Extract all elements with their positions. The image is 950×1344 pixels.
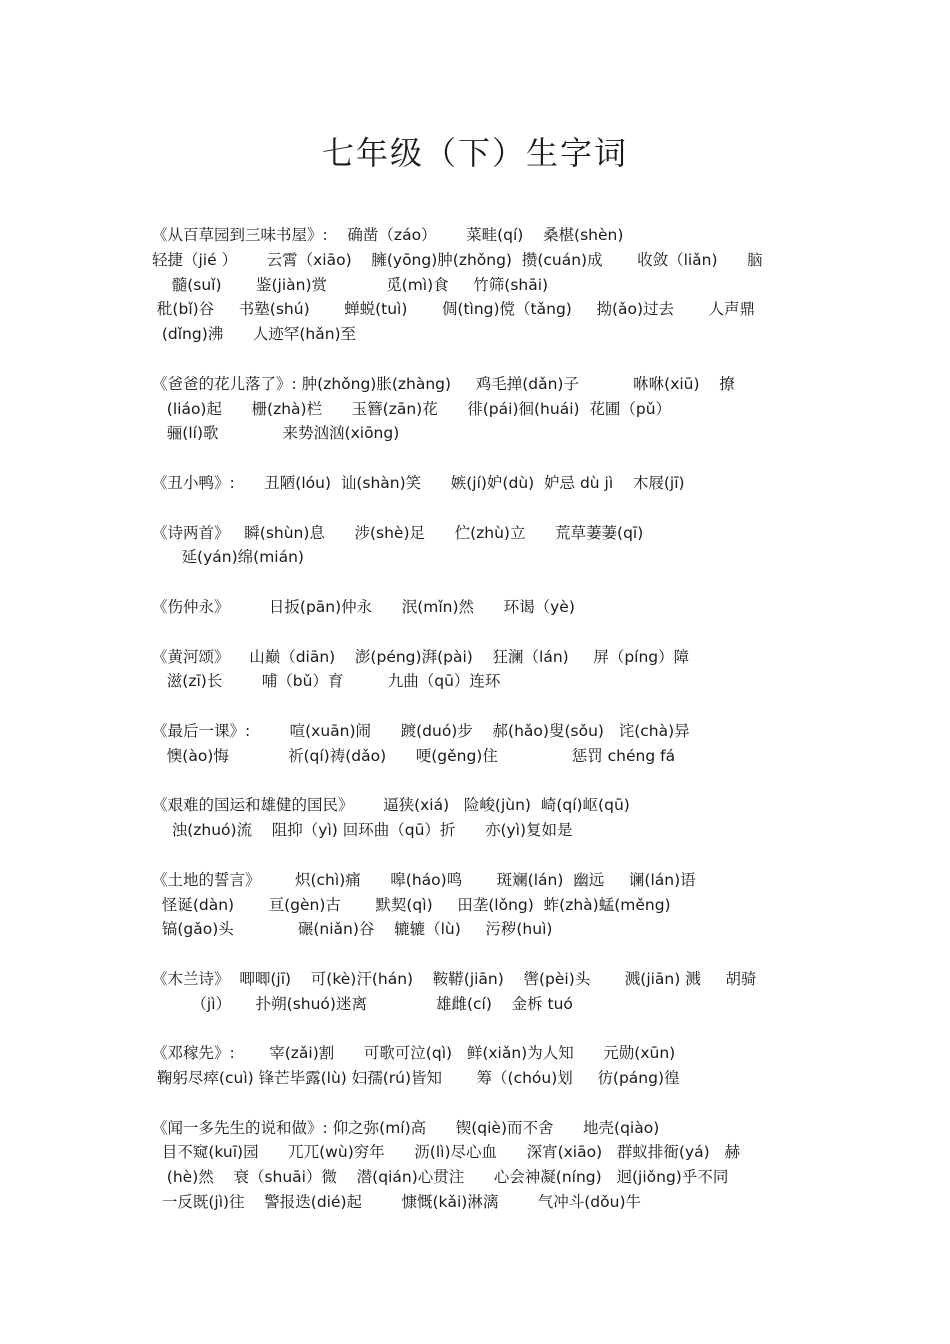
section-baba-huaer bbox=[152, 372, 812, 446]
vocab-line: 髓(suǐ) 鉴(jiàn)赏 觅(mì)食 竹筛(shāi) bbox=[152, 275, 549, 294]
vocabulary-list bbox=[152, 223, 812, 1240]
section-tudi-shiyan bbox=[152, 868, 812, 942]
section-huanghe-song bbox=[152, 645, 812, 695]
vocab-line: (hè)然 衰（shuāi）微 潜(qián)心贯注 心会神凝(níng) 迥(jiǒng)乎不同 bbox=[152, 1168, 729, 1187]
vocab-line: (liáo)起 栅(zhà)栏 玉簪(zān)花 徘(pái)徊(huái) 花圃（pǔ） bbox=[152, 399, 672, 418]
page-title: 七年级（下）生字词 bbox=[321, 134, 628, 172]
vocab-line: 《诗两首》 瞬(shùn)息 涉(shè)足 伫(zhù)立 荒草萋萋(qī) bbox=[152, 523, 644, 542]
vocab-line: 《从百草园到三味书屋》: 确凿（záo） 菜畦(qí) 桑椹(shèn) bbox=[152, 226, 624, 244]
vocab-line: 镐(gǎo)头 碾(niǎn)谷 辘辘（lù) 污秽(huì) bbox=[152, 920, 553, 939]
vocab-line: 秕(bǐ)谷 书塾(shú) 蝉蜕(tuì) 倜(tìng)傥（tǎng) 拗(ǎo)过去 人声鼎 bbox=[152, 300, 756, 319]
vocab-line: 怪诞(dàn) 亘(gèn)古 默契(qì) 田垄(lǒng) 蚱(zhà)蜢(měng) bbox=[152, 895, 671, 914]
vocab-line: 《邓稼先》: 宰(zǎi)割 可歌可泣(qì) 鲜(xiǎn)为人知 元勋(xūn) bbox=[152, 1044, 676, 1063]
vocab-line: 目不窥(kuī)园 兀兀(wù)穷年 沥(lì)尽心血 深宵(xiāo) 群蚁排衙(yá) 赫 bbox=[152, 1143, 740, 1162]
vocab-line: 《木兰诗》 唧唧(jī) 可(kè)汗(hán) 鞍鞯(jiān) 辔(pèi)头 溅(jiān) 溅 胡骑 bbox=[152, 969, 757, 988]
section-shi-liangshou bbox=[152, 521, 812, 571]
vocab-line: 滋(zī)长 哺（bǔ）育 九曲（qū）连环 bbox=[152, 672, 501, 691]
vocab-line: 《黄河颂》 山巅（diān) 澎(péng)湃(pài) 狂澜（lán) 屏（píng）障 bbox=[152, 647, 690, 666]
section-shang-zhongyong bbox=[152, 595, 812, 620]
vocab-line: 浊(zhuó)流 阻抑（yì) 回环曲（qū）折 亦(yì)复如是 bbox=[152, 821, 573, 840]
vocab-line: 《伤仲永》 日扳(pān)仲永 泯(mǐn)然 环谒（yè) bbox=[152, 597, 575, 616]
vocab-line: 《土地的誓言》 炽(chì)痛 嗥(háo)鸣 斑斓(lán) 幽远 谰(lán)语 bbox=[152, 870, 696, 889]
section-jiannan-guoyun bbox=[152, 793, 812, 843]
vocab-line: 《丑小鸭》: 丑陋(lóu) 讪(shàn)笑 嫉(jí)妒(dù) 妒忌 dù jì 木屐(jī) bbox=[152, 473, 685, 492]
vocab-line: 《最后一课》: 喧(xuān)闹 踱(duó)步 郝(hǎo)叟(sǒu) 诧(chà)异 bbox=[152, 721, 690, 740]
section-zuihou-yike bbox=[152, 719, 812, 769]
vocab-line: (dǐng)沸 人迹罕(hǎn)至 bbox=[152, 325, 357, 344]
vocab-line: 懊(ào)悔 祈(qí)祷(dǎo) 哽(gěng)住 惩罚 chéng fá bbox=[152, 746, 676, 765]
section-baicaoyuan bbox=[152, 223, 812, 347]
section-wen-yiduo bbox=[152, 1116, 812, 1215]
vocab-line: 《闻一多先生的说和做》: 仰之弥(mí)高 锲(qiè)而不舍 地壳(qiào) bbox=[152, 1118, 660, 1137]
vocab-line: 延(yán)绵(mián) bbox=[152, 548, 304, 567]
vocab-line: 轻捷（jié ） 云霄（xiāo) 臃(yōng)肿(zhǒng) 攒(cuán)成 收敛（liǎn) 脑 bbox=[152, 250, 763, 269]
vocab-line: 《艰难的国运和雄健的国民》 逼狭(xiá) 险峻(jùn) 崎(qí)岖(qū) bbox=[152, 796, 630, 815]
vocab-line: 骊(lí)歌 来势汹汹(xiōng) bbox=[152, 424, 400, 443]
section-mulan-shi bbox=[152, 967, 812, 1017]
vocab-line: 鞠躬尽瘁(cuì) 锋芒毕露(lù) 妇孺(rú)皆知 筹（(chóu)划 彷(páng)徨 bbox=[152, 1069, 680, 1088]
vocab-line: （jì） 扑朔(shuó)迷离 雄雌(cí) 金柝 tuó bbox=[152, 994, 573, 1013]
section-deng-jiaxian bbox=[152, 1041, 812, 1091]
vocab-line: 一反既(jì)往 警报迭(dié)起 慷慨(kǎi)淋漓 气冲斗(dǒu)牛 bbox=[152, 1193, 641, 1212]
section-chou-xiaoya bbox=[152, 471, 812, 496]
vocab-line: 《爸爸的花儿落了》: 肿(zhǒng)胀(zhàng) 鸡毛掸(dǎn)子 咻咻(xiū) 撩 bbox=[152, 374, 735, 393]
